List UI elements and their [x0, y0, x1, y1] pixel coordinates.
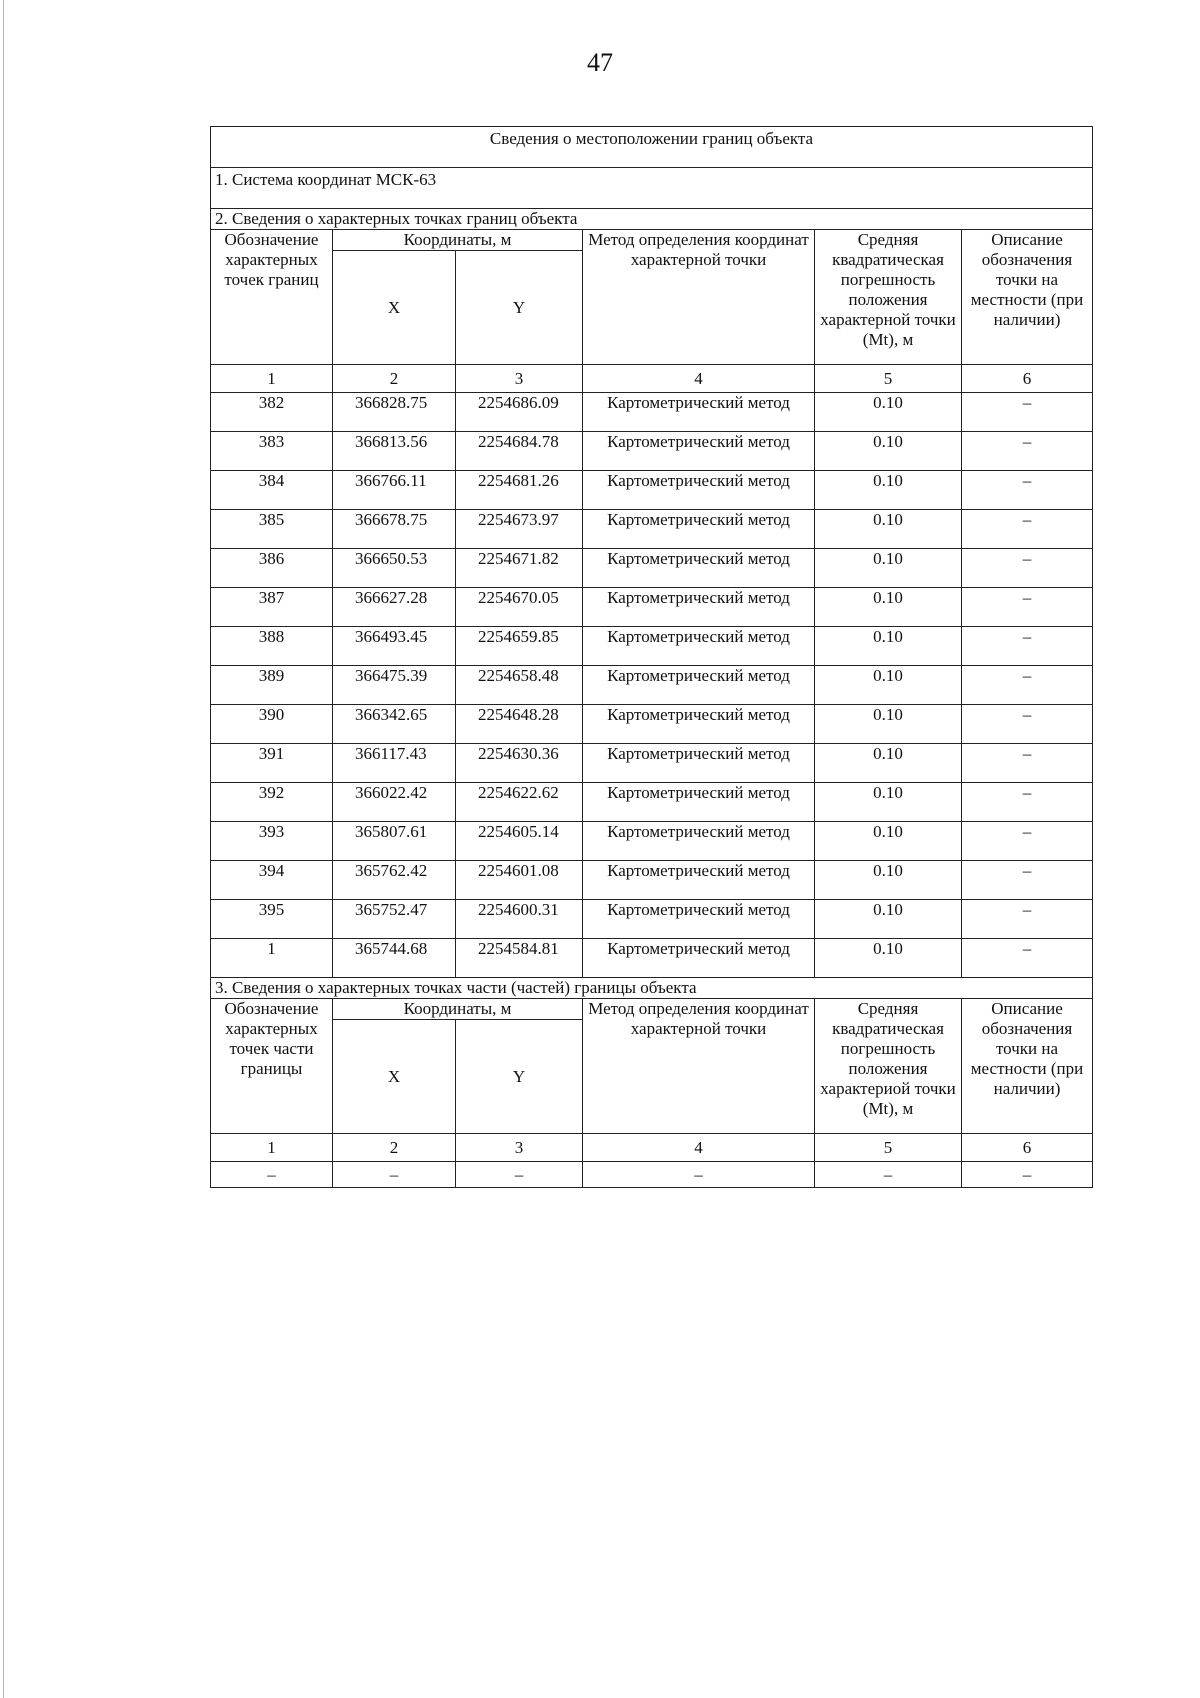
- error-cell: 0.10: [815, 900, 962, 939]
- method-cell: Картометрический метод: [583, 588, 815, 627]
- empty-cell: –: [456, 1162, 583, 1188]
- error-cell: 0.10: [815, 783, 962, 822]
- section-3-empty-row: [211, 1162, 1093, 1188]
- x-cell: 366493.45: [333, 627, 456, 666]
- error-cell: 0.10: [815, 822, 962, 861]
- header-coordinates: Координаты, м: [333, 230, 583, 251]
- point-cell: 385: [211, 510, 333, 549]
- y-cell: 2254630.36: [456, 744, 583, 783]
- method-cell: Картометрический метод: [583, 510, 815, 549]
- x-cell: 366475.39: [333, 666, 456, 705]
- table-row: [211, 588, 1093, 627]
- error-cell: 0.10: [815, 432, 962, 471]
- empty-cell: –: [962, 1162, 1093, 1188]
- description-cell: –: [962, 588, 1093, 627]
- table-row: [211, 861, 1093, 900]
- column-number: 5: [815, 365, 962, 393]
- error-cell: 0.10: [815, 627, 962, 666]
- method-cell: Картометрический метод: [583, 666, 815, 705]
- y-cell: 2254658.48: [456, 666, 583, 705]
- description-cell: –: [962, 510, 1093, 549]
- page-number: 47: [587, 48, 613, 77]
- x-cell: 365752.47: [333, 900, 456, 939]
- column-number: 1: [211, 365, 333, 393]
- method-cell: Картометрический метод: [583, 393, 815, 432]
- error-cell: 0.10: [815, 666, 962, 705]
- header-method: Метод определения координат характерной точки: [583, 230, 815, 365]
- x-cell: 365762.42: [333, 861, 456, 900]
- point-cell: 1: [211, 939, 333, 978]
- table-row: [211, 705, 1093, 744]
- method-cell: Картометрический метод: [583, 783, 815, 822]
- description-cell: –: [962, 822, 1093, 861]
- y-cell: 2254584.81: [456, 939, 583, 978]
- coordinate-system: 1. Система координат МСК-63: [211, 168, 1093, 209]
- error-cell: 0.10: [815, 588, 962, 627]
- table-row: [211, 627, 1093, 666]
- method-cell: Картометрический метод: [583, 900, 815, 939]
- x-cell: 366650.53: [333, 549, 456, 588]
- error-cell: 0.10: [815, 471, 962, 510]
- table-row: [211, 549, 1093, 588]
- method-cell: Картометрический метод: [583, 705, 815, 744]
- method-cell: Картометрический метод: [583, 744, 815, 783]
- error-cell: 0.10: [815, 510, 962, 549]
- description-cell: –: [962, 939, 1093, 978]
- y-cell: 2254600.31: [456, 900, 583, 939]
- point-cell: 386: [211, 549, 333, 588]
- point-cell: 390: [211, 705, 333, 744]
- table-row: [211, 900, 1093, 939]
- description-cell: –: [962, 783, 1093, 822]
- description-cell: –: [962, 900, 1093, 939]
- method-cell: Картометрический метод: [583, 861, 815, 900]
- empty-cell: –: [583, 1162, 815, 1188]
- header-description: Описание обозначения точки на местности (при наличии): [962, 230, 1093, 365]
- column-number: 6: [962, 365, 1093, 393]
- header-designation: Обозначение характерных точек границ: [211, 230, 333, 365]
- table-row: [211, 393, 1093, 432]
- point-cell: 392: [211, 783, 333, 822]
- column-number: 6: [962, 1134, 1093, 1162]
- section-2-heading: 2. Сведения о характерных точках границ объекта: [211, 209, 1093, 230]
- x-cell: 366627.28: [333, 588, 456, 627]
- table-row: [211, 822, 1093, 861]
- header-error: Средняя квадратическая погрешность положения характериой точки (Mt), м: [815, 999, 962, 1134]
- header-description: Описание обозначения точки на местности (при наличии): [962, 999, 1093, 1134]
- empty-cell: –: [815, 1162, 962, 1188]
- x-cell: 365744.68: [333, 939, 456, 978]
- table-row: [211, 432, 1093, 471]
- point-cell: 382: [211, 393, 333, 432]
- y-cell: 2254622.62: [456, 783, 583, 822]
- column-number: 1: [211, 1134, 333, 1162]
- header-method: Метод определения координат характерной точки: [583, 999, 815, 1134]
- point-cell: 384: [211, 471, 333, 510]
- point-cell: 383: [211, 432, 333, 471]
- table-row: [211, 510, 1093, 549]
- column-number: 4: [583, 365, 815, 393]
- table-row: [211, 939, 1093, 978]
- scan-left-edge: [3, 0, 4, 1698]
- description-cell: –: [962, 627, 1093, 666]
- header-y: Y: [456, 251, 583, 365]
- section-3-heading: 3. Сведения о характерных точках части (частей) границы объекта: [211, 978, 1093, 999]
- error-cell: 0.10: [815, 705, 962, 744]
- x-cell: 366022.42: [333, 783, 456, 822]
- boundary-table: [210, 126, 1093, 1188]
- point-cell: 394: [211, 861, 333, 900]
- description-cell: –: [962, 705, 1093, 744]
- x-cell: 366828.75: [333, 393, 456, 432]
- y-cell: 2254673.97: [456, 510, 583, 549]
- description-cell: –: [962, 744, 1093, 783]
- point-cell: 389: [211, 666, 333, 705]
- method-cell: Картометрический метод: [583, 822, 815, 861]
- x-cell: 366342.65: [333, 705, 456, 744]
- error-cell: 0.10: [815, 939, 962, 978]
- error-cell: 0.10: [815, 861, 962, 900]
- point-cell: 387: [211, 588, 333, 627]
- point-cell: 393: [211, 822, 333, 861]
- description-cell: –: [962, 471, 1093, 510]
- column-number: 2: [333, 365, 456, 393]
- x-cell: 366117.43: [333, 744, 456, 783]
- y-cell: 2254601.08: [456, 861, 583, 900]
- header-designation: Обозначение характерных точек части границы: [211, 999, 333, 1134]
- point-cell: 388: [211, 627, 333, 666]
- method-cell: Картометрический метод: [583, 549, 815, 588]
- header-error: Средняя квадратическая погрешность положения характерной точки (Mt), м: [815, 230, 962, 365]
- table-row: [211, 744, 1093, 783]
- description-cell: –: [962, 393, 1093, 432]
- y-cell: 2254670.05: [456, 588, 583, 627]
- y-cell: 2254671.82: [456, 549, 583, 588]
- header-x: X: [333, 1020, 456, 1134]
- point-cell: 395: [211, 900, 333, 939]
- method-cell: Картометрический метод: [583, 939, 815, 978]
- column-number: 3: [456, 365, 583, 393]
- method-cell: Картометрический метод: [583, 471, 815, 510]
- column-numbers-row: [211, 1134, 1093, 1162]
- empty-cell: –: [211, 1162, 333, 1188]
- empty-cell: –: [333, 1162, 456, 1188]
- table-row: [211, 666, 1093, 705]
- description-cell: –: [962, 861, 1093, 900]
- column-number: 4: [583, 1134, 815, 1162]
- x-cell: 366766.11: [333, 471, 456, 510]
- column-number: 5: [815, 1134, 962, 1162]
- header-x: X: [333, 251, 456, 365]
- description-cell: –: [962, 666, 1093, 705]
- table-row: [211, 471, 1093, 510]
- error-cell: 0.10: [815, 393, 962, 432]
- description-cell: –: [962, 432, 1093, 471]
- x-cell: 366813.56: [333, 432, 456, 471]
- description-cell: –: [962, 549, 1093, 588]
- y-cell: 2254659.85: [456, 627, 583, 666]
- y-cell: 2254686.09: [456, 393, 583, 432]
- column-number: 3: [456, 1134, 583, 1162]
- error-cell: 0.10: [815, 549, 962, 588]
- y-cell: 2254648.28: [456, 705, 583, 744]
- y-cell: 2254684.78: [456, 432, 583, 471]
- table-row: [211, 783, 1093, 822]
- y-cell: 2254605.14: [456, 822, 583, 861]
- x-cell: 366678.75: [333, 510, 456, 549]
- method-cell: Картометрический метод: [583, 432, 815, 471]
- header-coordinates: Координаты, м: [333, 999, 583, 1020]
- column-number: 2: [333, 1134, 456, 1162]
- column-numbers-row: [211, 365, 1093, 393]
- header-y: Y: [456, 1020, 583, 1134]
- y-cell: 2254681.26: [456, 471, 583, 510]
- x-cell: 365807.61: [333, 822, 456, 861]
- error-cell: 0.10: [815, 744, 962, 783]
- method-cell: Картометрический метод: [583, 627, 815, 666]
- table-title: Сведения о местоположении границ объекта: [211, 127, 1093, 168]
- point-cell: 391: [211, 744, 333, 783]
